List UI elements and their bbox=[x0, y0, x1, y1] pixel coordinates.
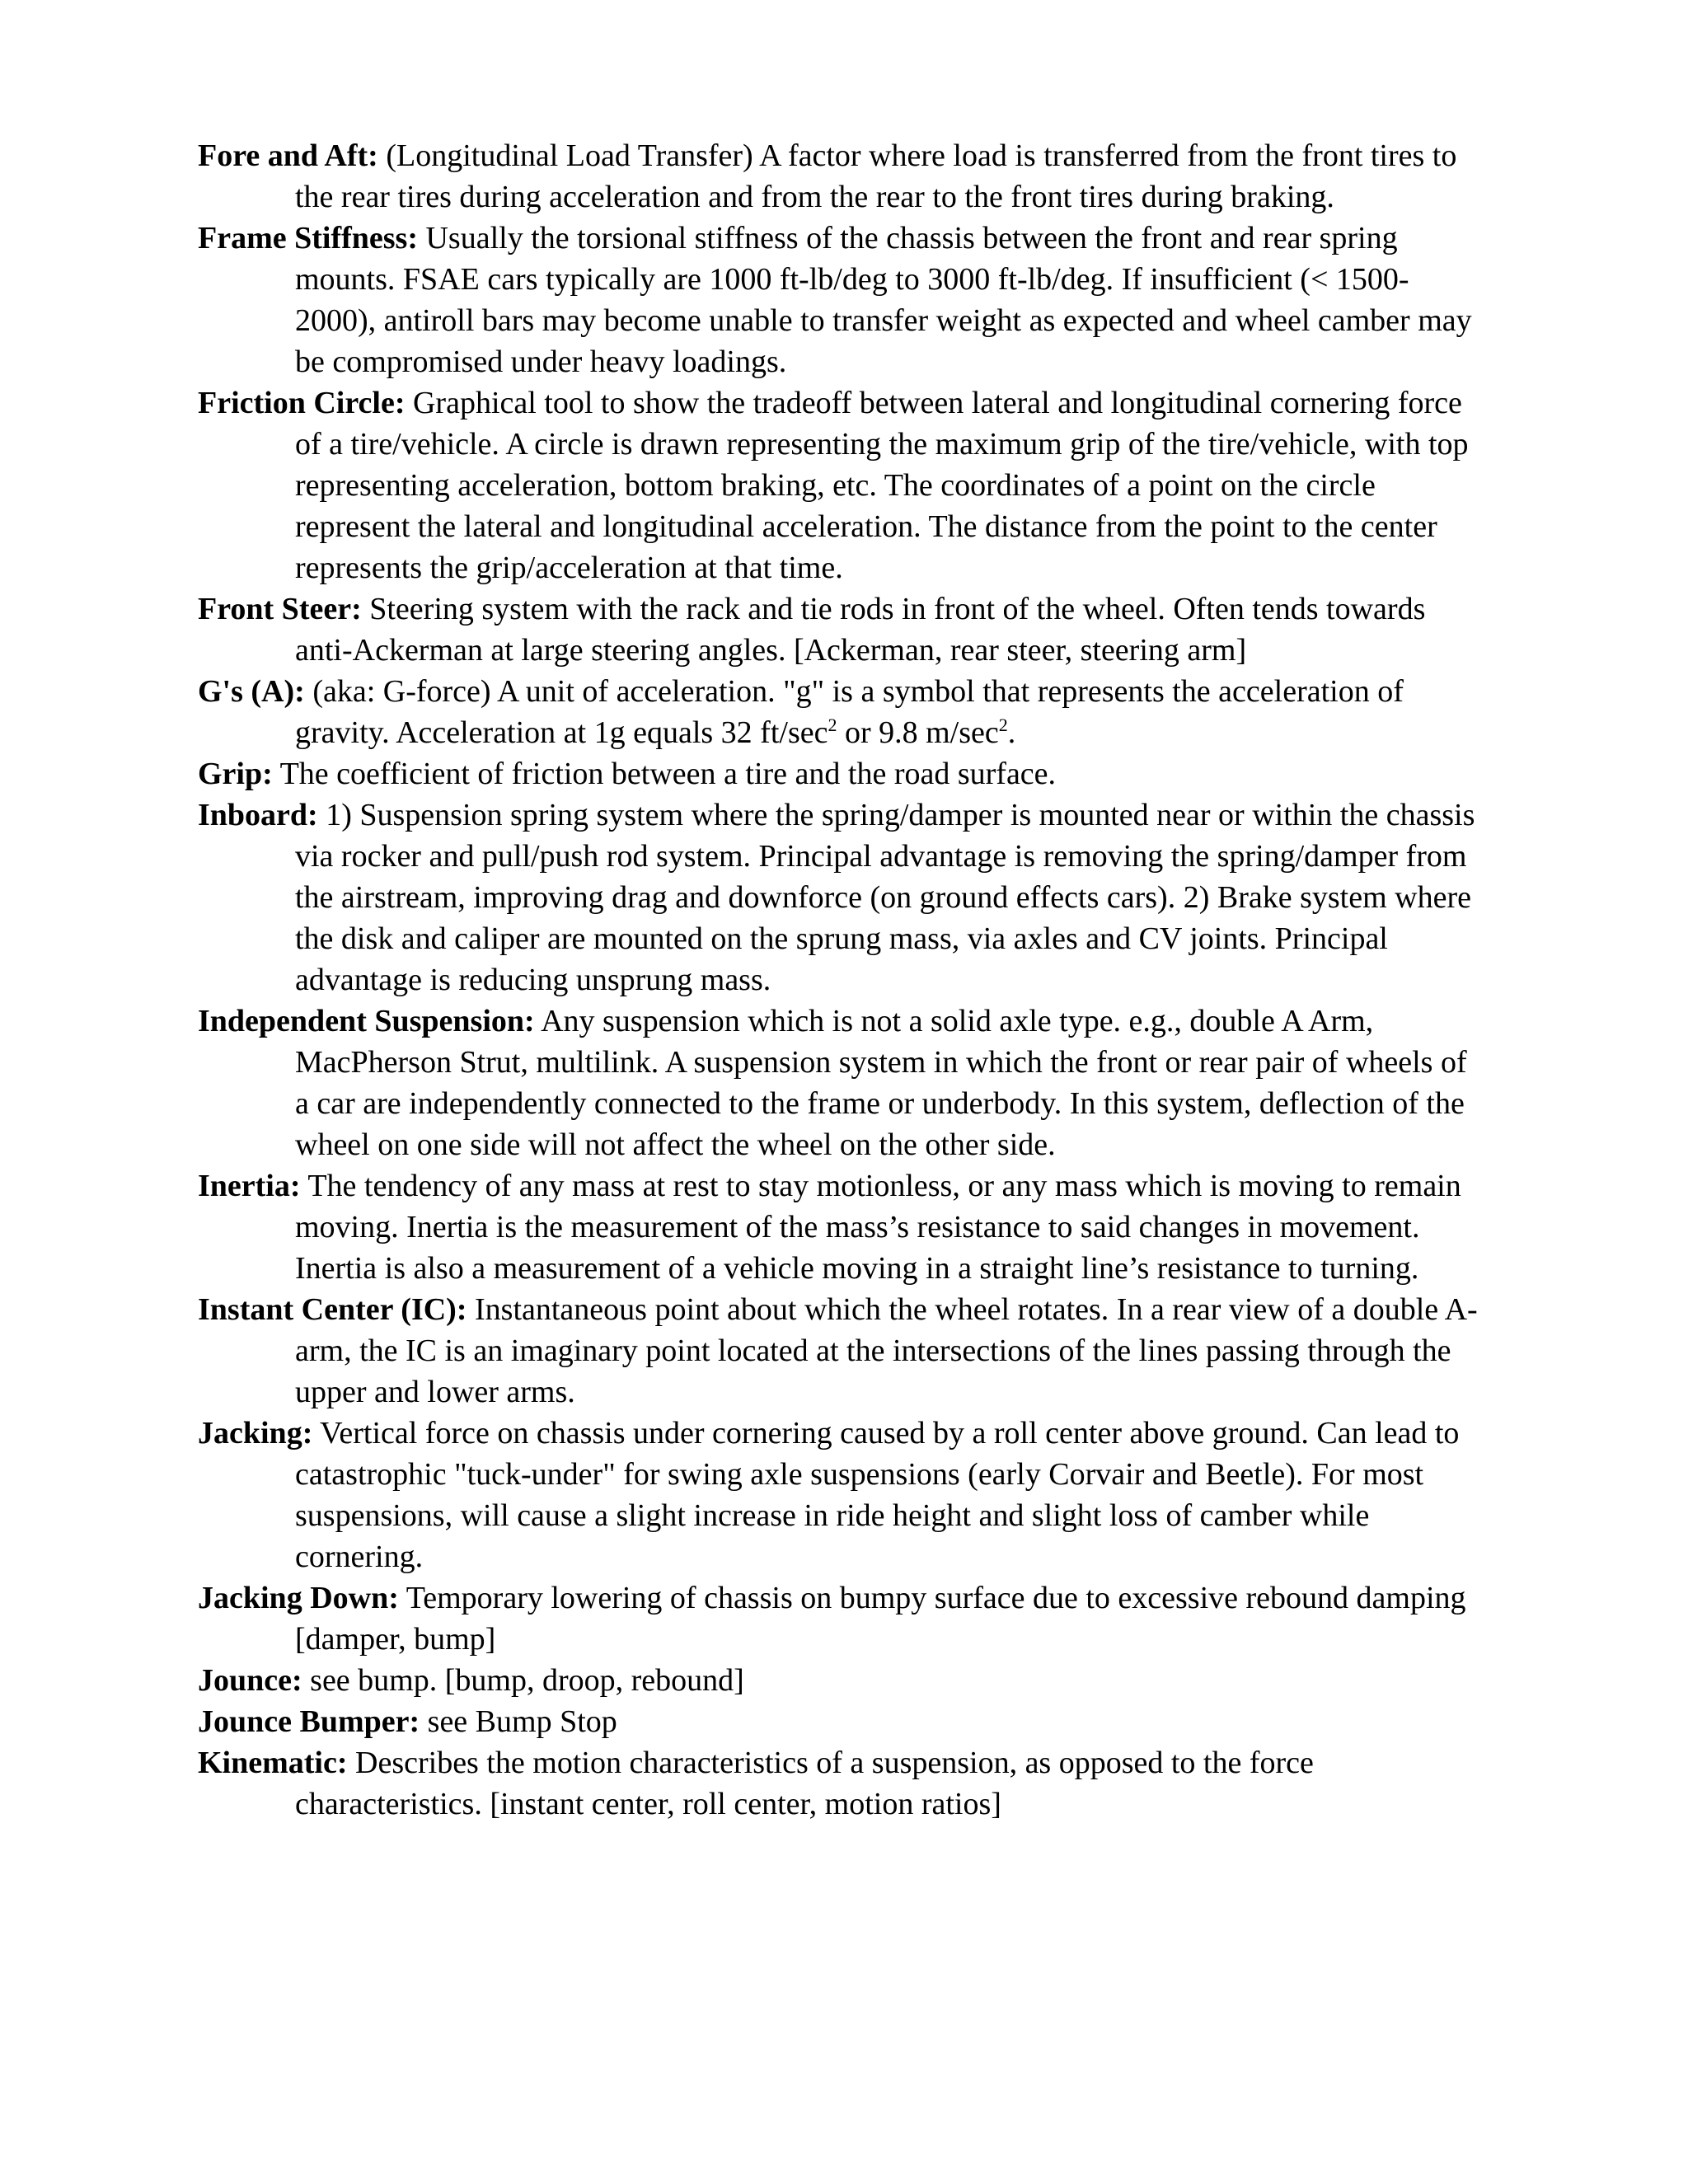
glossary-definition: see bump. [bump, droop, rebound] bbox=[302, 1663, 744, 1698]
glossary-definition: see Bump Stop bbox=[420, 1704, 617, 1739]
glossary-entry-friction-circle bbox=[198, 382, 1484, 588]
glossary-term: Grip: bbox=[198, 757, 273, 791]
glossary-entry-jounce bbox=[198, 1660, 1484, 1701]
glossary-definition: . bbox=[1007, 715, 1016, 750]
superscript: 2 bbox=[828, 715, 837, 735]
glossary-entry-front-steer bbox=[198, 588, 1484, 671]
glossary-entry-instant-center bbox=[198, 1289, 1484, 1413]
glossary-term: Kinematic: bbox=[198, 1746, 348, 1780]
glossary-definition: or 9.8 m/sec bbox=[837, 715, 999, 750]
glossary-term: Inboard: bbox=[198, 798, 318, 832]
glossary-entry-g-force bbox=[198, 671, 1484, 753]
glossary-term: G's (A): bbox=[198, 674, 305, 709]
glossary-definition: The coefficient of friction between a tire and the road surface. bbox=[272, 757, 1057, 791]
glossary-term: Inertia: bbox=[198, 1169, 301, 1203]
glossary-definition: Steering system with the rack and tie rods in front of the wheel. Often tends towards anti-Ackerman at large steering angles. [Ackerman, rear steer, steering arm] bbox=[295, 592, 1426, 668]
glossary-entry-frame-stiffness bbox=[198, 218, 1484, 382]
glossary-term: Friction Circle: bbox=[198, 386, 406, 420]
glossary-list bbox=[198, 135, 1484, 1825]
glossary-definition: Any suspension which is not a solid axle type. e.g., double A Arm, MacPherson Strut, multilink. A suspension system in which the front or rear pair of wheels of a car are independently connected to the frame or underbody. In this system, deflection of the wheel on one side will not affect the wheel on the other side. bbox=[295, 1004, 1467, 1162]
glossary-entry-independent-suspension bbox=[198, 1001, 1484, 1165]
glossary-term: Independent Suspension: bbox=[198, 1004, 535, 1038]
glossary-term: Jounce: bbox=[198, 1663, 302, 1698]
glossary-term: Fore and Aft: bbox=[198, 138, 378, 173]
glossary-entry-kinematic bbox=[198, 1742, 1484, 1825]
glossary-definition: Graphical tool to show the tradeoff between lateral and longitudinal cornering force of a tire/vehicle. A circle is drawn representing the maximum grip of the tire/vehicle, with top representing acceleration, bottom braking, etc. The coordinates of a point on the circle represent the lateral and longitudinal acceleration. The distance from the point to the center represents the grip/acceleration at that time. bbox=[295, 386, 1469, 585]
glossary-definition: Instantaneous point about which the wheel rotates. In a rear view of a double A-arm, the IC is an imaginary point located at the intersections of the lines passing through the upper and lower arms. bbox=[295, 1292, 1478, 1409]
glossary-term: Jacking Down: bbox=[198, 1581, 399, 1615]
glossary-entry-grip bbox=[198, 753, 1484, 794]
glossary-definition: (aka: G-force) A unit of acceleration. "g" is a symbol that represents the acceleration of gravity. Acceleration at 1g equals 32 ft/sec bbox=[295, 674, 1404, 750]
glossary-definition: Usually the torsional stiffness of the chassis between the front and rear spring mounts. FSAE cars typically are 1000 ft-lb/deg to 3000 ft-lb/deg. If insufficient (< 1500-2000), antiroll bars may become unable to transfer weight as expected and wheel camber may be compromised under heavy loadings. bbox=[295, 221, 1472, 379]
glossary-term: Jacking: bbox=[198, 1416, 313, 1451]
glossary-entry-inertia bbox=[198, 1165, 1484, 1289]
glossary-entry-fore-and-aft bbox=[198, 135, 1484, 218]
glossary-entry-jacking bbox=[198, 1413, 1484, 1577]
glossary-entry-jacking-down bbox=[198, 1577, 1484, 1660]
glossary-definition: (Longitudinal Load Transfer) A factor where load is transferred from the front tires to the rear tires during acceleration and from the rear to the front tires during braking. bbox=[295, 138, 1457, 214]
glossary-definition: Temporary lowering of chassis on bumpy surface due to excessive rebound damping [damper, bump] bbox=[295, 1581, 1466, 1657]
glossary-definition: Vertical force on chassis under cornering caused by a roll center above ground. Can lead to catastrophic "tuck-under" for swing axle suspensions (early Corvair and Beetle). For most suspensions, will cause a slight increase in ride height and slight loss of camber while cornering. bbox=[295, 1416, 1460, 1574]
glossary-entry-jounce-bumper bbox=[198, 1701, 1484, 1742]
superscript: 2 bbox=[998, 715, 1008, 735]
glossary-term: Front Steer: bbox=[198, 592, 362, 626]
glossary-definition: 1) Suspension spring system where the spring/damper is mounted near or within the chassis via rocker and pull/push rod system. Principal advantage is removing the spring/damper from the airstream, improving drag and downforce (on ground effects cars). 2) Brake system where the disk and caliper are mounted on the sprung mass, via axles and CV joints. Principal advantage is reducing unsprung mass. bbox=[295, 798, 1475, 997]
glossary-entry-inboard bbox=[198, 794, 1484, 1001]
glossary-term: Instant Center (IC): bbox=[198, 1292, 467, 1327]
glossary-term: Jounce Bumper: bbox=[198, 1704, 420, 1739]
glossary-term: Frame Stiffness: bbox=[198, 221, 418, 255]
glossary-definition: The tendency of any mass at rest to stay motionless, or any mass which is moving to remain moving. Inertia is the measurement of the mass’s resistance to said changes in movement. Inertia is also a measurement of a vehicle moving in a straight line’s resistance to turning. bbox=[295, 1169, 1461, 1286]
glossary-definition: Describes the motion characteristics of a suspension, as opposed to the force characteristics. [instant center, roll center, motion ratios] bbox=[295, 1746, 1314, 1821]
